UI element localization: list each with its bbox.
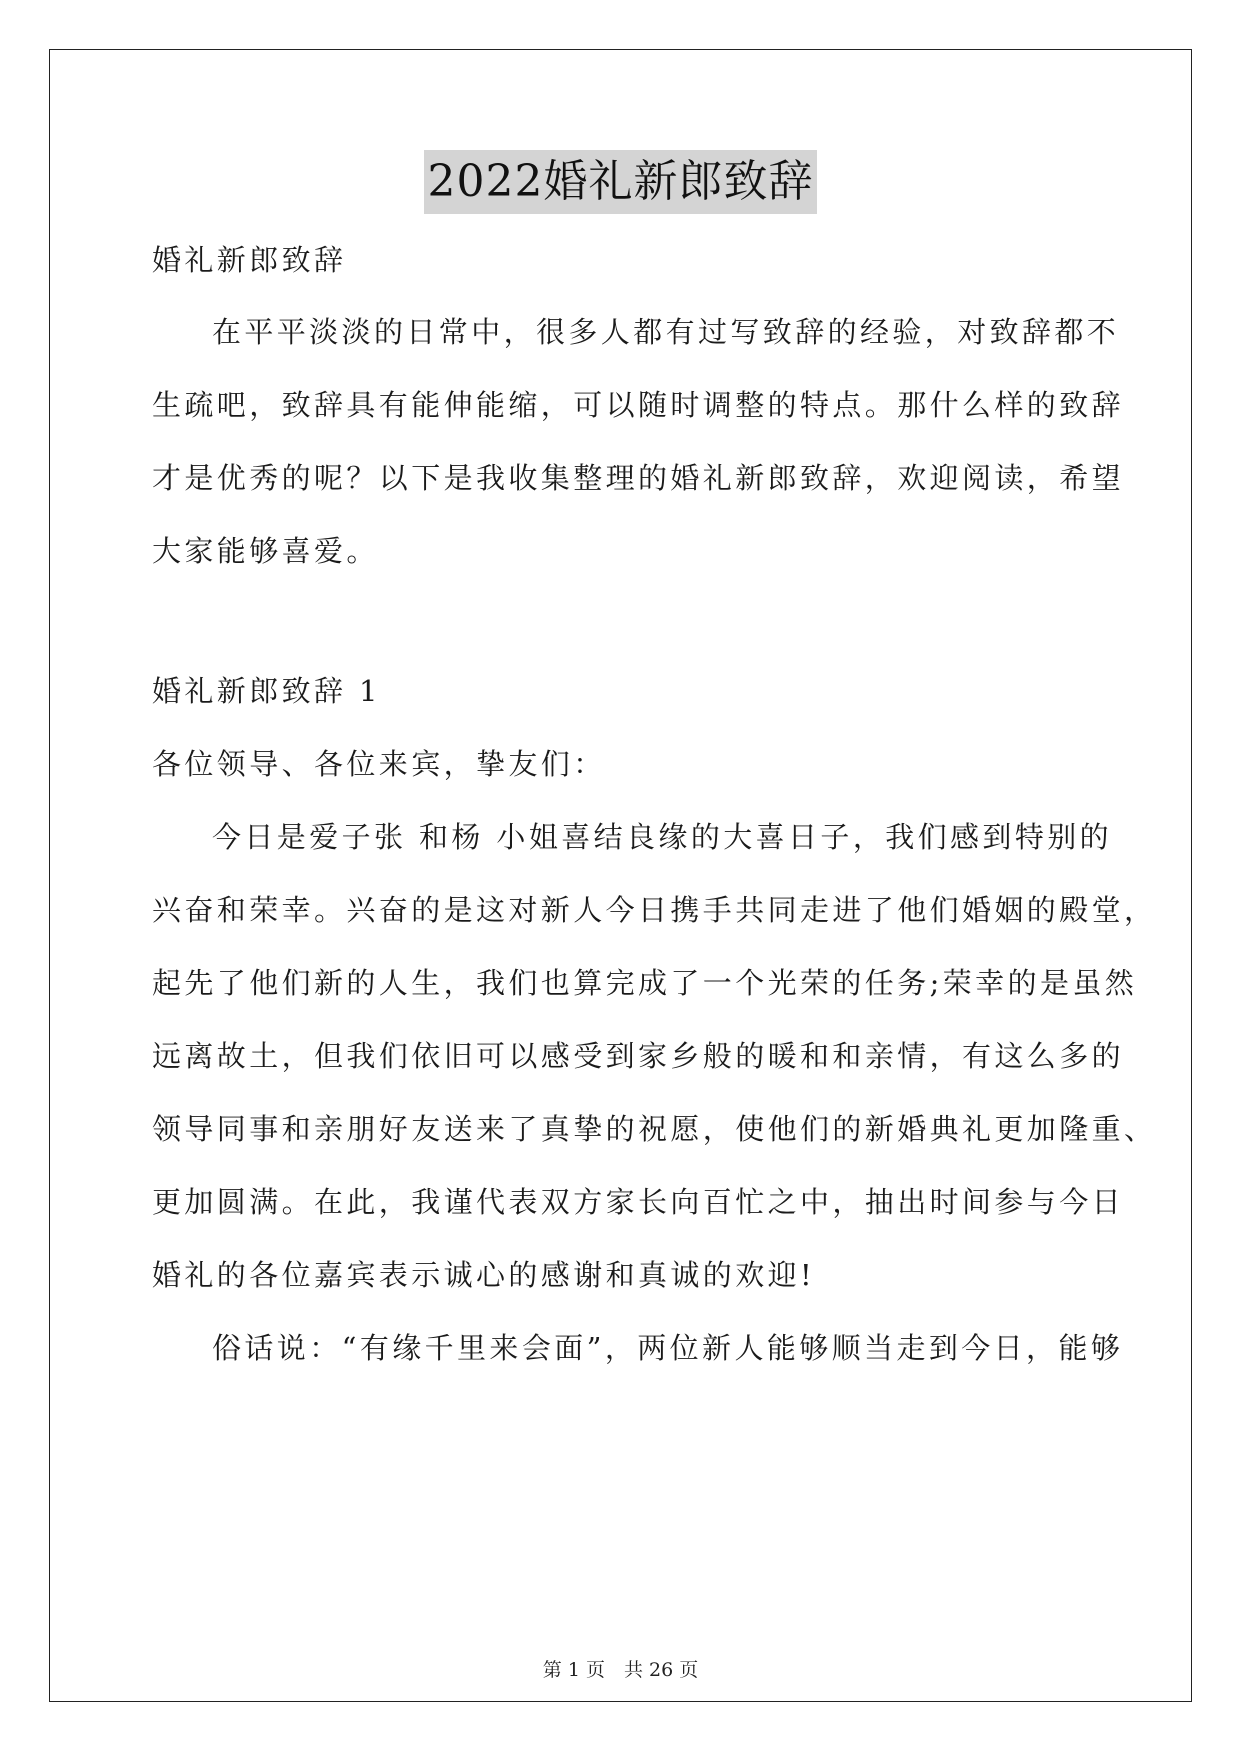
document-title: 2022婚礼新郎致辞 [424,150,818,214]
body-line: 俗话说：“有缘千里来会面”，两位新人能够顺当走到今日，能够 [212,1331,1124,1365]
intro-line: 大家能够喜爱。 [152,534,379,568]
body-line: 领导同事和亲朋好友送来了真挚的祝愿，使他们的新婚典礼更加隆重、 [152,1112,1157,1146]
intro-line: 才是优秀的呢？以下是我收集整理的婚礼新郎致辞，欢迎阅读，希望 [152,461,1125,495]
intro-line: 在平平淡淡的日常中，很多人都有过写致辞的经验，对致辞都不 [212,315,1120,349]
body-line: 起先了他们新的人生，我们也算完成了一个光荣的任务;荣幸的是虽然 [152,966,1138,1000]
body-line: 远离故土，但我们依旧可以感受到家乡般的暖和和亲情，有这么多的 [152,1039,1125,1073]
body-line: 婚礼的各位嘉宾表示诚心的感谢和真诚的欢迎! [152,1258,816,1292]
document-subtitle: 婚礼新郎致辞 [152,243,347,277]
body-line: 更加圆满。在此，我谨代表双方家长向百忙之中，抽出时间参与今日 [152,1185,1125,1219]
page-border [49,49,1192,1702]
intro-line: 生疏吧，致辞具有能伸能缩，可以随时调整的特点。那什么样的致辞 [152,388,1125,422]
body-line: 兴奋和荣幸。兴奋的是这对新人今日携手共同走进了他们婚姻的殿堂， [152,893,1157,927]
section-heading: 婚礼新郎致辞 1 [152,674,381,708]
greeting-line: 各位领导、各位来宾，挚友们： [152,747,606,781]
title-container [0,150,1241,214]
body-line: 今日是爱子张 和杨 小姐喜结良缘的大喜日子，我们感到特别的 [212,820,1113,854]
page-number-footer: 第 1 页 共 26 页 [542,1659,699,1681]
